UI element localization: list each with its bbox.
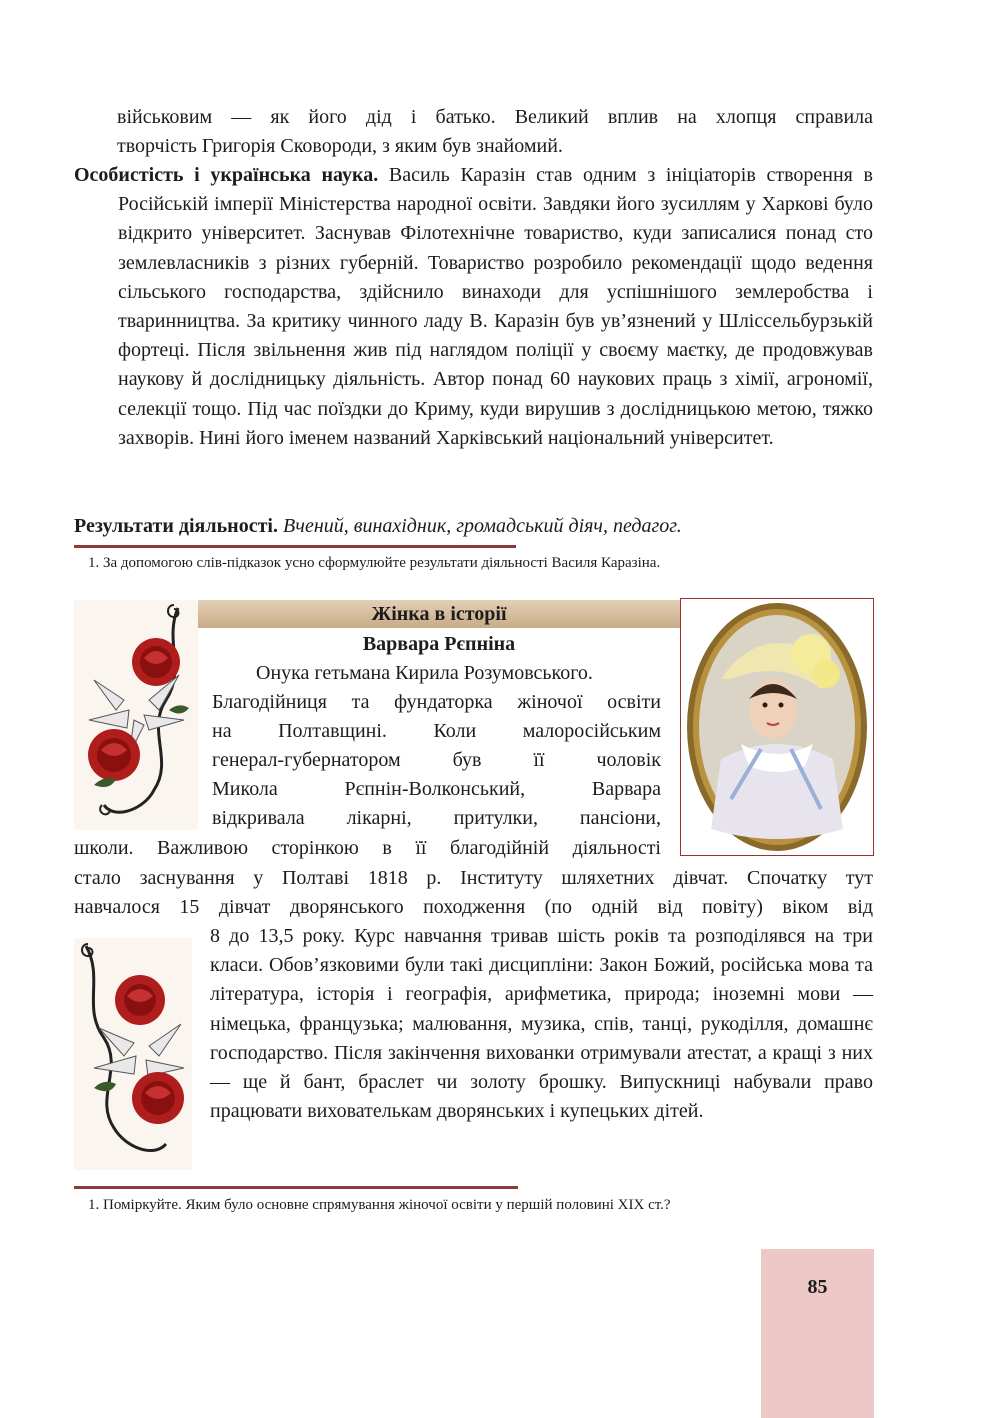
divider-2 xyxy=(74,1186,518,1189)
results-text: Вчений, винахідник, громадський діяч, педагог. xyxy=(282,515,682,537)
portrait-image xyxy=(681,599,873,855)
woman-line-3: на Полтавщині. Коли малоросійським xyxy=(212,720,661,742)
woman-line-9: навчалося 15 дівчат дворянського походження (по одній від повіту) віком від xyxy=(74,896,873,918)
question-1: 1. За допомогою слів-підказок усно сформулюйте результати діяльності Василя Каразіна. xyxy=(88,555,661,571)
personality-heading: Особистість і українська наука. xyxy=(74,164,379,186)
woman-line-6: відкривала лікарні, притулки, пансіони, xyxy=(212,807,661,829)
woman-line-5: Микола Рєпнін-Волконський, Варвара xyxy=(212,778,661,800)
page-number-tab xyxy=(761,1249,874,1418)
woman-line-2: Благодійниця та фундаторка жіночої освіти xyxy=(212,691,661,713)
rose-decoration-icon xyxy=(74,600,198,830)
woman-line-7: школи. Важливою сторінкою в її благодійній діяльності xyxy=(74,837,661,859)
woman-line-8: стало заснування у Полтаві 1818 р. Інституту шляхетних дівчат. Спочатку тут xyxy=(74,867,873,889)
personality-paragraph xyxy=(74,161,873,453)
person-name: Варвара Рєпніна xyxy=(362,633,516,655)
woman-line-1: Онука гетьмана Кирила Розумовського. xyxy=(256,662,593,684)
woman-paragraph-right: 8 до 13,5 року. Курс навчання тривав шість років та розподілявся на три класи. Обов’язковими були такі дисципліни: Закон Божий, російська мова та література, історія і географія, арифметика, природа; іноземні мови — німецька, французька; малювання, музика, спів, танці, рукоділля, домашнє господарство. Після закінчення вихованки отримували атестат, а кращі з них — ще й бант, браслет чи золоту брошку. Випускниці набували право працювати вихователькам дворянських і купецьких дітей. xyxy=(210,925,873,1123)
personality-text: Василь Каразін став одним з ініціаторів створення в Російській імперії Міністерства народної освіти. Завдяки його зусиллям у Харкові було відкрито університет. Заснував Філотехнічне товариство, куди записалися понад сто землевласників з різних губерній. Товариство розробило рекомендації щодо ведення сільського господарства, здійснило винаходи для успішнішого землеробства і тваринництва. За критику чинного ладу В. Каразін був ув’язнений у Шліссельбурзькій фортеці. Після звільнення жив під наглядом поліції у своєму маєтку, де продовжував наукову й дослідницьку діяльність. Автор понад 60 наукових праць з хімії, агрономії, селекції тощо. Під час поїздки до Криму, куди вирушив з дослідницькою метою, тяжко захворів. Нині його іменем названий Харківський національний університет. xyxy=(118,164,873,449)
intro-line-1: військовим — як його дід і батько. Великий вплив на хлопця справила xyxy=(117,106,873,128)
portrait-frame xyxy=(680,598,874,856)
rose-decoration-2-icon xyxy=(74,938,192,1170)
section-banner-title: Жінка в історії xyxy=(371,603,507,625)
results-line xyxy=(74,512,873,541)
results-heading: Результати діяльності. xyxy=(74,515,278,537)
intro-line-2: творчість Григорія Сковороди, з яким був знайомий. xyxy=(117,135,563,157)
divider-1 xyxy=(74,545,516,548)
page-number: 85 xyxy=(807,1276,828,1298)
woman-line-4: генерал-губернатором був її чоловік xyxy=(212,749,661,771)
question-2: 1. Поміркуйте. Яким було основне спрямування жіночої освіти у першій половині XIX ст.? xyxy=(88,1197,671,1213)
